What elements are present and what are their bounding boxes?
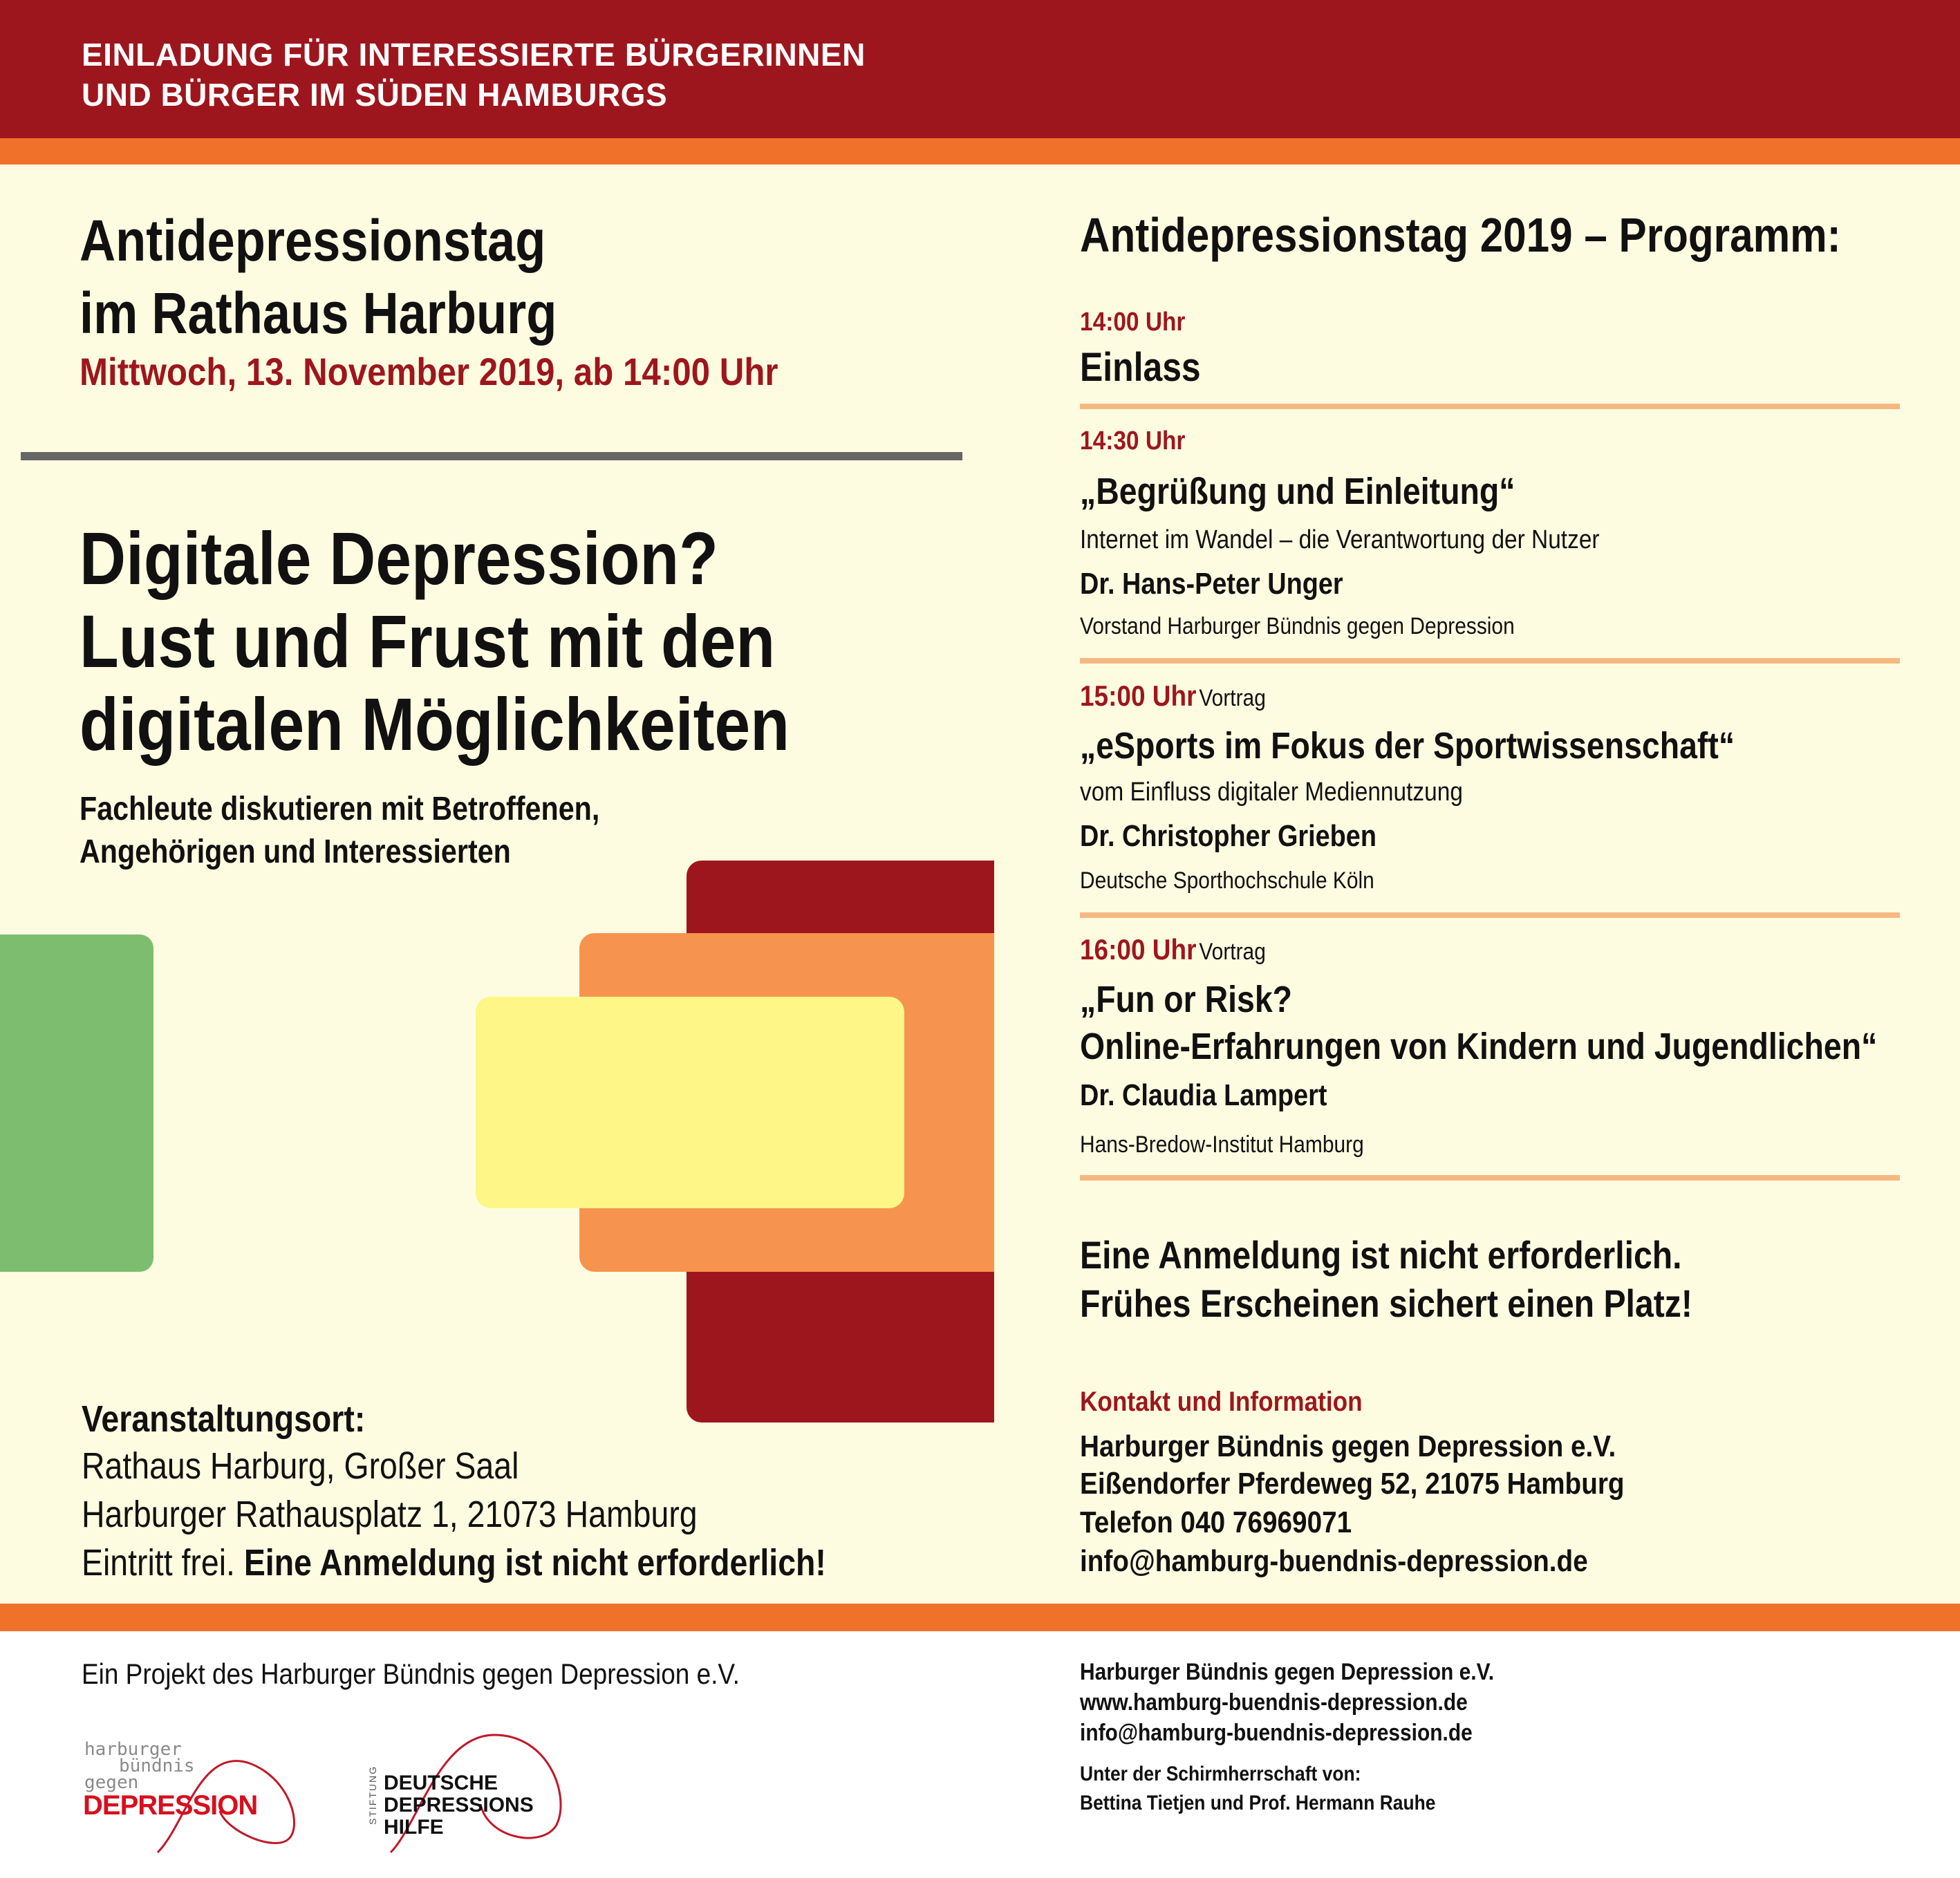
venue-no-registration: Eine Anmeldung ist nicht erforderlich! bbox=[243, 1542, 826, 1584]
program-time-2: 14:30 Uhr bbox=[1080, 426, 1186, 456]
program-divider-4 bbox=[1080, 1175, 1900, 1181]
footer-accent-line bbox=[0, 1604, 1960, 1631]
program-subtitle-3: vom Einfluss digitaler Mediennutzung bbox=[1080, 778, 1463, 807]
header-accent-line bbox=[0, 138, 1960, 165]
program-title-2: „Begrüßung und Einleitung“ bbox=[1080, 471, 1515, 512]
footer-patron-label: Unter der Schirmherrschaft von: bbox=[1080, 1763, 1361, 1785]
footer bbox=[0, 1631, 1960, 1878]
topic-sub-1: Fachleute diskutieren mit Betroffenen, bbox=[80, 791, 600, 827]
logo2-word-1: DEUTSCHE bbox=[384, 1772, 498, 1794]
venue-heading: Veranstaltungsort: bbox=[82, 1398, 366, 1440]
venue-line-3 bbox=[82, 1541, 826, 1584]
program-time-line-3 bbox=[1080, 679, 1266, 713]
program-title-4b: Online-Erfahrungen von Kindern und Jugendlichen“ bbox=[1080, 1026, 1878, 1067]
program-divider-3 bbox=[1080, 912, 1900, 918]
program-title-3: „eSports im Fokus der Sportwissenschaft“ bbox=[1080, 725, 1735, 767]
program-time-3: 15:00 Uhr bbox=[1080, 679, 1197, 712]
contact-phone: Telefon 040 76969071 bbox=[1080, 1505, 1352, 1539]
logo1-word-3: gegen bbox=[84, 1772, 139, 1793]
program-divider-1 bbox=[1080, 404, 1900, 409]
program-subtitle-2: Internet im Wandel – die Verantwortung der Nutzer bbox=[1080, 525, 1600, 554]
logo-deutsche-depressionshilfe bbox=[363, 1721, 584, 1866]
program-speaker-2: Dr. Hans-Peter Unger bbox=[1080, 567, 1343, 601]
footer-project: Ein Projekt des Harburger Bündnis gegen Depression e.V. bbox=[82, 1658, 740, 1690]
logo2-word-3: HILFE bbox=[384, 1816, 444, 1839]
program-heading: Antidepressionstag 2019 – Programm: bbox=[1080, 208, 1841, 262]
program-time-line-4 bbox=[1080, 933, 1266, 966]
program-org-4: Hans-Bredow-Institut Hamburg bbox=[1080, 1132, 1364, 1158]
program-org-2: Vorstand Harburger Bündnis gegen Depression bbox=[1080, 613, 1515, 639]
program-title-1: Einlass bbox=[1080, 345, 1201, 390]
contact-heading: Kontakt und Information bbox=[1080, 1387, 1363, 1417]
venue-entry-free: Eintritt frei. bbox=[82, 1542, 244, 1584]
event-date: Mittwoch, 13. November 2019, ab 14:00 Uhr bbox=[80, 350, 778, 393]
logo2-small: STIFTUNG bbox=[367, 1765, 378, 1825]
venue-line-1: Rathaus Harburg, Großer Saal bbox=[82, 1445, 519, 1487]
logo-harburger-buendnis bbox=[82, 1735, 317, 1866]
program-kind-3: Vortrag bbox=[1199, 685, 1266, 711]
logo1-word-1: harburger bbox=[84, 1739, 182, 1760]
header-banner bbox=[0, 0, 1960, 138]
program-time-1: 14:00 Uhr bbox=[1080, 308, 1186, 337]
footer-right-email[interactable]: info@hamburg-buendnis-depression.de bbox=[1080, 1720, 1473, 1746]
program-org-3: Deutsche Sporthochschule Köln bbox=[1080, 867, 1374, 894]
event-title-2: im Rathaus Harburg bbox=[80, 281, 557, 346]
logo1-word-2: bündnis bbox=[119, 1756, 195, 1776]
green-block bbox=[0, 935, 153, 1272]
note-line-2: Frühes Erscheinen sichert einen Platz! bbox=[1080, 1281, 1692, 1325]
venue-line-2: Harburger Rathausplatz 1, 21073 Hamburg bbox=[82, 1494, 698, 1535]
divider bbox=[21, 452, 962, 460]
program-divider-2 bbox=[1080, 658, 1900, 664]
program-time-4: 16:00 Uhr bbox=[1080, 933, 1197, 966]
program-title-4a: „Fun or Risk? bbox=[1080, 979, 1293, 1020]
program-kind-4: Vortrag bbox=[1199, 939, 1266, 965]
logo1-word-4: DEPRESSION bbox=[83, 1790, 258, 1821]
contact-address: Eißendorfer Pferdeweg 52, 21075 Hamburg bbox=[1080, 1467, 1625, 1501]
program-speaker-4: Dr. Claudia Lampert bbox=[1080, 1078, 1327, 1112]
topic-line-1: Digitale Depression? bbox=[80, 516, 718, 600]
contact-email[interactable]: info@hamburg-buendnis-depression.de bbox=[1080, 1544, 1588, 1578]
footer-patrons: Bettina Tietjen und Prof. Hermann Rauhe bbox=[1080, 1792, 1436, 1814]
yellow-block bbox=[476, 997, 904, 1208]
contact-org: Harburger Bündnis gegen Depression e.V. bbox=[1080, 1429, 1616, 1463]
header-line-1: EINLADUNG FÜR INTERESSIERTE BÜRGERINNEN bbox=[82, 37, 866, 73]
footer-right-org: Harburger Bündnis gegen Depression e.V. bbox=[1080, 1659, 1495, 1685]
topic-line-3: digitalen Möglichkeiten bbox=[80, 682, 790, 766]
event-title-1: Antidepressionstag bbox=[80, 208, 546, 273]
logo2-word-2: DEPRESSIONS bbox=[384, 1794, 534, 1816]
footer-right-web[interactable]: www.hamburg-buendnis-depression.de bbox=[1080, 1689, 1468, 1716]
topic-sub-2: Angehörigen und Interessierten bbox=[80, 834, 511, 870]
note-line-1: Eine Anmeldung ist nicht erforderlich. bbox=[1080, 1233, 1682, 1277]
program-speaker-3: Dr. Christopher Grieben bbox=[1080, 819, 1376, 853]
header-line-2: UND BÜRGER IM SÜDEN HAMBURGS bbox=[82, 77, 668, 113]
topic-line-2: Lust und Frust mit den bbox=[80, 599, 776, 683]
